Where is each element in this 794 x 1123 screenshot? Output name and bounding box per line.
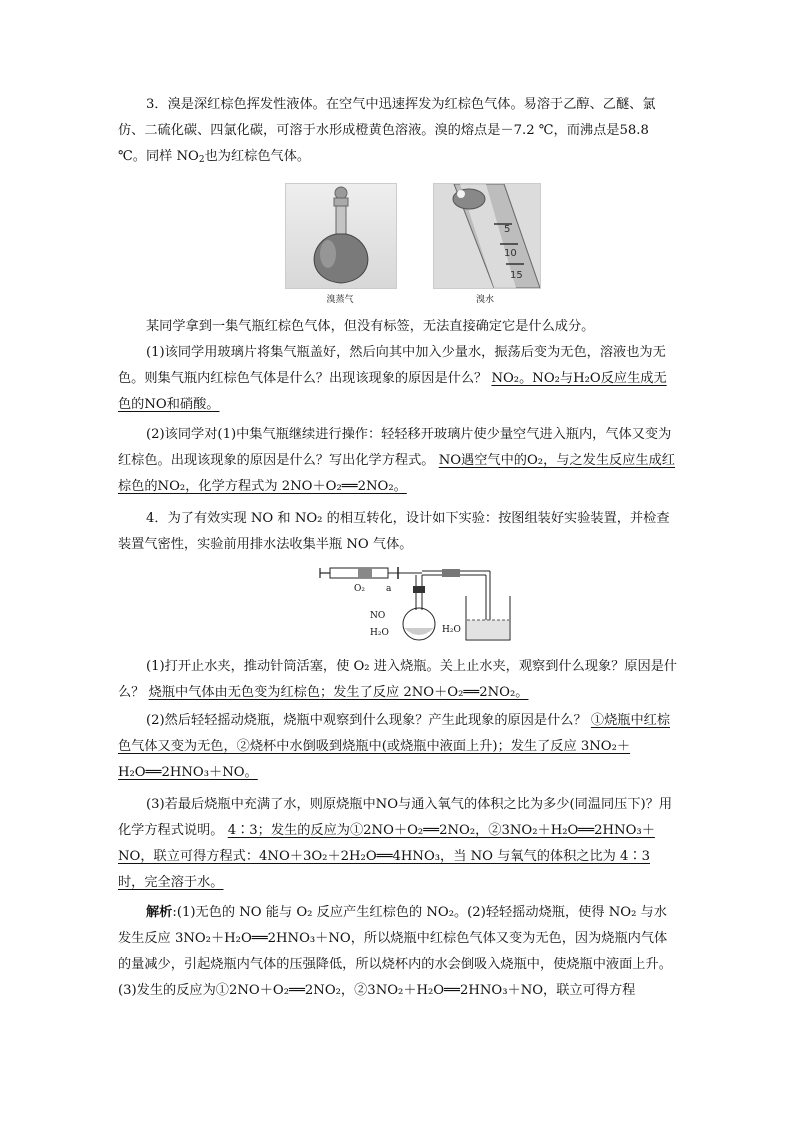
q3-sub1 [118, 340, 678, 418]
q3-intro: 某同学拿到一集气瓶红棕色气体，但没有标签，无法直接确定它是什么成分。 [146, 319, 595, 334]
q4-a2-answer: ①烧瓶中红棕色气体又变为无色，②烧杯中水倒吸到烧瓶中(或烧瓶中液面上升)；发生了反应 3NO₂＋H₂O══2HNO₃＋NO。 [118, 713, 671, 780]
q4-a1-answer: 烧瓶中气体由无色变为红棕色；发生了反应 2NO＋O₂══2NO₂。 [148, 685, 529, 700]
analysis-text: :(1)无色的 NO 能与 O₂ 反应产生红棕色的 NO₂。(2)轻轻摇动烧瓶，使得 NO₂ 与水发生反应 3NO₂＋H₂O══2HNO₃＋NO，所以烧瓶中红棕色气体又变为无色，因为烧瓶内气体的量减少，引起烧瓶内气体的压强降低，所以烧杯内的水会倒吸入烧瓶中，使烧瓶中液面上升。(3)发生的反应为①2NO＋O₂══2NO₂，②3NO₂＋H₂O══2HNO₃＋NO，联立可得方程 [118, 905, 672, 998]
photo2-caption: 溴水 [475, 295, 494, 305]
q4-a3-answer: 4∶3；发生的反应为①2NO＋O₂══2NO₂，②3NO₂＋H₂O══2HNO₃＋NO，联立可得方程式：4NO＋3O₂＋2H₂O══4HNO₃，当 NO 与氧气的体积之比为 4∶3 时，完全溶于水。 [118, 823, 655, 890]
q3-paragraph [118, 92, 678, 170]
photo1-caption: 溴蒸气 [326, 295, 354, 305]
q3-q1-text: (1)该同学用玻璃片将集气瓶盖好，然后向其中加入少量水，振荡后变为无色，溶液也为无色。则集气瓶内红棕色气体是什么？出现该现象的原因是什么？ [118, 345, 666, 386]
analysis-label: 解析 [146, 905, 173, 920]
q3-q2-text: (2)该同学对(1)中集气瓶继续进行操作：轻轻移开玻璃片使少量空气进入瓶内，气体又变为红棕色。出现该现象的原因是什么？写出化学方程式。 [118, 427, 672, 468]
tick-10: 10 [504, 248, 517, 259]
tick-15: 15 [510, 270, 523, 281]
q3-text-end: 也为红棕色气体。 [204, 149, 311, 164]
q4-sub1 [118, 654, 678, 706]
q3-text: 3．溴是深红棕色挥发性液体。在空气中迅速挥发为红棕色气体。易溶于乙醇、乙醚、氯仿、二硫化碳、四氯化碳，可溶于水形成橙黄色溶液。溴的熔点是－7.2 ℃，而沸点是58.8 ℃。同样 NO [118, 97, 656, 164]
tick-5: 5 [504, 224, 511, 235]
label-no: NO [370, 611, 386, 621]
label-h2o-flask: H₂O [370, 628, 389, 638]
flask-illustration [286, 184, 396, 288]
label-a: a [386, 584, 392, 594]
bromine-vapor-photo [285, 183, 397, 289]
analysis-paragraph [118, 900, 678, 1004]
q4-q2-text: (2)然后轻轻摇动烧瓶，烧瓶中观察到什么现象？产生此现象的原因是什么？ [146, 713, 587, 728]
q4-q1-text: (1)打开止水夹，推动针筒活塞，使 O₂ 进入烧瓶。关上止水夹，观察到什么现象？原因是什么？ [118, 659, 678, 700]
q4-sub3 [118, 792, 678, 896]
bromine-water-photo [433, 183, 541, 289]
label-h2o-beaker: H₂O [442, 625, 461, 635]
label-o2: O₂ [354, 584, 365, 594]
q4-intro: 4．为了有效实现 NO 和 NO₂ 的相互转化，设计如下实验：按图组装好实验装置，并检查装置气密性，实验前用排水法收集半瓶 NO 气体。 [118, 511, 670, 552]
q4-q3-text: (3)若最后烧瓶中充满了水，则原烧瓶中NO与通入氧气的体积之比为多少(同温同压下)？用化学方程式说明。 [118, 797, 673, 838]
q3-a1-answer: NO₂。NO₂与H₂O反应生成无色的NO和硝酸。 [118, 371, 667, 412]
q3-a2-answer: NO遇空气中的O₂，与之发生反应生成红棕色的NO₂，化学方程式为 2NO＋O₂══2NO₂。 [118, 453, 675, 494]
q4-sub2 [118, 708, 678, 786]
cylinder-illustration [434, 184, 540, 288]
q3-sub: 2 [198, 155, 205, 165]
apparatus-diagram [318, 562, 518, 644]
q3-sub2 [118, 422, 678, 500]
